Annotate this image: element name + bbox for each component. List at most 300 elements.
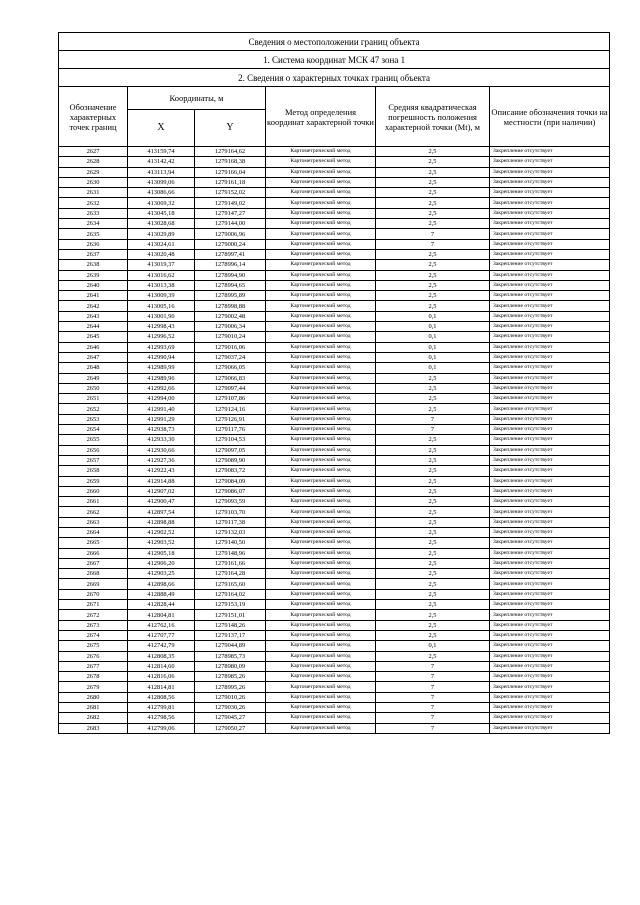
cell-point: 2682	[59, 713, 128, 723]
cell-y: 1278994,65	[195, 280, 266, 290]
cell-x: 413069,32	[128, 198, 195, 208]
table-row	[59, 167, 610, 177]
col-coords-header: Координаты, м	[128, 87, 266, 110]
table-row	[59, 517, 610, 527]
table-row	[59, 579, 610, 589]
table-row	[59, 723, 610, 733]
cell-point: 2633	[59, 208, 128, 218]
cell-y: 1279093,59	[195, 497, 266, 507]
cell-y: 1279010,26	[195, 692, 266, 702]
cell-error: 2,5	[376, 497, 490, 507]
cell-x: 412933,30	[128, 435, 195, 445]
cell-error: 2,5	[376, 610, 490, 620]
cell-y: 1279010,24	[195, 332, 266, 342]
cell-method: Картометрический метод	[266, 322, 376, 332]
cell-error: 7	[376, 703, 490, 713]
cell-y: 1279140,50	[195, 538, 266, 548]
col-error-header: Средняя квадратическая погрешность положения характерной точки (Mt), м	[376, 87, 490, 147]
table-row	[59, 610, 610, 620]
cell-error: 7	[376, 425, 490, 435]
cell-desc: Закрепление отсутствует	[490, 332, 610, 342]
cell-method: Картометрический метод	[266, 466, 376, 476]
table-row	[59, 280, 610, 290]
cell-x: 412902,52	[128, 527, 195, 537]
cell-x: 412888,49	[128, 589, 195, 599]
table-row	[59, 208, 610, 218]
cell-desc: Закрепление отсутствует	[490, 713, 610, 723]
cell-method: Картометрический метод	[266, 260, 376, 270]
cell-desc: Закрепление отсутствует	[490, 672, 610, 682]
cell-point: 2661	[59, 497, 128, 507]
cell-x: 412991,40	[128, 404, 195, 414]
table-row	[59, 600, 610, 610]
cell-method: Картометрический метод	[266, 188, 376, 198]
cell-y: 1279124,16	[195, 404, 266, 414]
cell-error: 2,5	[376, 435, 490, 445]
cell-y: 1279045,27	[195, 713, 266, 723]
cell-x: 413113,94	[128, 167, 195, 177]
cell-error: 0,1	[376, 352, 490, 362]
cell-error: 2,5	[376, 280, 490, 290]
cell-desc: Закрепление отсутствует	[490, 404, 610, 414]
cell-error: 2,5	[376, 301, 490, 311]
cell-method: Картометрический метод	[266, 589, 376, 599]
document-title: Сведения о местоположении границ объекта	[59, 33, 610, 51]
cell-desc: Закрепление отсутствует	[490, 682, 610, 692]
cell-y: 1279168,38	[195, 157, 266, 167]
cell-desc: Закрепление отсутствует	[490, 301, 610, 311]
cell-method: Картометрический метод	[266, 157, 376, 167]
cell-desc: Закрепление отсутствует	[490, 445, 610, 455]
cell-method: Картометрический метод	[266, 352, 376, 362]
cell-method: Картометрический метод	[266, 229, 376, 239]
cell-x: 413019,37	[128, 260, 195, 270]
cell-method: Картометрический метод	[266, 630, 376, 640]
cell-point: 2662	[59, 507, 128, 517]
cell-method: Картометрический метод	[266, 527, 376, 537]
cell-y: 1279050,27	[195, 723, 266, 733]
cell-point: 2658	[59, 466, 128, 476]
cell-x: 412938,73	[128, 425, 195, 435]
cell-error: 2,5	[376, 476, 490, 486]
cell-point: 2672	[59, 610, 128, 620]
cell-y: 1279006,96	[195, 229, 266, 239]
cell-x: 412804,81	[128, 610, 195, 620]
cell-point: 2665	[59, 538, 128, 548]
cell-y: 1278995,89	[195, 291, 266, 301]
cell-method: Картометрический метод	[266, 610, 376, 620]
cell-method: Картометрический метод	[266, 404, 376, 414]
cell-error: 2,5	[376, 177, 490, 187]
table-row	[59, 322, 610, 332]
cell-y: 1279132,03	[195, 527, 266, 537]
cell-error: 7	[376, 661, 490, 671]
cell-desc: Закрепление отсутствует	[490, 641, 610, 651]
cell-point: 2666	[59, 548, 128, 558]
cell-desc: Закрепление отсутствует	[490, 249, 610, 259]
cell-method: Картометрический метод	[266, 394, 376, 404]
cell-point: 2677	[59, 661, 128, 671]
table-row	[59, 425, 610, 435]
cell-x: 412994,00	[128, 394, 195, 404]
table-row	[59, 507, 610, 517]
cell-desc: Закрепление отсутствует	[490, 270, 610, 280]
cell-method: Картометрический метод	[266, 600, 376, 610]
cell-x: 412799,06	[128, 723, 195, 733]
cell-desc: Закрепление отсутствует	[490, 342, 610, 352]
cell-desc: Закрепление отсутствует	[490, 517, 610, 527]
table-row	[59, 147, 610, 157]
cell-error: 2,5	[376, 558, 490, 568]
cell-desc: Закрепление отсутствует	[490, 352, 610, 362]
col-method-header: Метод определения координат характерной точки	[266, 87, 376, 147]
cell-method: Картометрический метод	[266, 661, 376, 671]
cell-y: 1278985,73	[195, 651, 266, 661]
cell-y: 1279107,86	[195, 394, 266, 404]
cell-desc: Закрепление отсутствует	[490, 383, 610, 393]
cell-desc: Закрепление отсутствует	[490, 497, 610, 507]
col-desc-header: Описание обозначения точки на местности (при наличии)	[490, 87, 610, 147]
cell-x: 413159,74	[128, 147, 195, 157]
boundary-points-table	[58, 32, 610, 734]
cell-x: 412998,43	[128, 322, 195, 332]
cell-x: 412898,88	[128, 517, 195, 527]
cell-error: 2,5	[376, 569, 490, 579]
cell-x: 413013,38	[128, 280, 195, 290]
table-row	[59, 620, 610, 630]
cell-error: 2,5	[376, 249, 490, 259]
cell-x: 413099,06	[128, 177, 195, 187]
cell-method: Картометрический метод	[266, 167, 376, 177]
cell-x: 413020,48	[128, 249, 195, 259]
cell-x: 412814,81	[128, 682, 195, 692]
cell-point: 2659	[59, 476, 128, 486]
cell-x: 413045,18	[128, 208, 195, 218]
cell-point: 2670	[59, 589, 128, 599]
cell-point: 2664	[59, 527, 128, 537]
cell-method: Картометрический метод	[266, 703, 376, 713]
document-page	[58, 32, 609, 734]
cell-x: 413028,68	[128, 219, 195, 229]
cell-point: 2655	[59, 435, 128, 445]
cell-desc: Закрепление отсутствует	[490, 558, 610, 568]
coordinate-system: 1. Система координат МСК 47 зона 1	[59, 51, 610, 69]
table-row	[59, 692, 610, 702]
cell-method: Картометрический метод	[266, 723, 376, 733]
cell-method: Картометрический метод	[266, 579, 376, 589]
cell-desc: Закрепление отсутствует	[490, 280, 610, 290]
cell-point: 2668	[59, 569, 128, 579]
cell-y: 1279148,96	[195, 548, 266, 558]
cell-method: Картометрический метод	[266, 682, 376, 692]
cell-x: 412762,16	[128, 620, 195, 630]
cell-point: 2631	[59, 188, 128, 198]
cell-y: 1279037,24	[195, 352, 266, 362]
cell-y: 1279066,05	[195, 363, 266, 373]
cell-desc: Закрепление отсутствует	[490, 208, 610, 218]
cell-method: Картометрический метод	[266, 692, 376, 702]
cell-desc: Закрепление отсутствует	[490, 188, 610, 198]
cell-point: 2639	[59, 270, 128, 280]
cell-error: 0,1	[376, 342, 490, 352]
cell-desc: Закрепление отсутствует	[490, 260, 610, 270]
cell-x: 412798,56	[128, 713, 195, 723]
cell-error: 7	[376, 239, 490, 249]
cell-point: 2629	[59, 167, 128, 177]
cell-y: 1279137,17	[195, 630, 266, 640]
table-row	[59, 342, 610, 352]
table-row	[59, 548, 610, 558]
cell-method: Картометрический метод	[266, 311, 376, 321]
cell-y: 1279097,05	[195, 445, 266, 455]
cell-x: 412990,94	[128, 352, 195, 362]
cell-y: 1278985,26	[195, 672, 266, 682]
table-row	[59, 445, 610, 455]
cell-error: 0,1	[376, 641, 490, 651]
cell-x: 412996,52	[128, 332, 195, 342]
cell-error: 7	[376, 692, 490, 702]
table-row	[59, 157, 610, 167]
cell-y: 1279164,02	[195, 589, 266, 599]
cell-method: Картометрический метод	[266, 291, 376, 301]
table-row	[59, 486, 610, 496]
cell-method: Картометрический метод	[266, 383, 376, 393]
cell-point: 2675	[59, 641, 128, 651]
cell-error: 0,1	[376, 332, 490, 342]
cell-error: 2,5	[376, 291, 490, 301]
cell-error: 2,5	[376, 188, 490, 198]
cell-y: 1279149,02	[195, 198, 266, 208]
cell-desc: Закрепление отсутствует	[490, 661, 610, 671]
cell-point: 2634	[59, 219, 128, 229]
cell-error: 2,5	[376, 579, 490, 589]
cell-error: 2,5	[376, 517, 490, 527]
cell-method: Картометрический метод	[266, 548, 376, 558]
cell-error: 2,5	[376, 466, 490, 476]
table-row	[59, 239, 610, 249]
cell-error: 0,1	[376, 363, 490, 373]
cell-y: 1279161,66	[195, 558, 266, 568]
cell-point: 2638	[59, 260, 128, 270]
cell-x: 412930,66	[128, 445, 195, 455]
cell-method: Картометрический метод	[266, 517, 376, 527]
cell-point: 2644	[59, 322, 128, 332]
cell-x: 412989,99	[128, 363, 195, 373]
cell-error: 7	[376, 713, 490, 723]
cell-desc: Закрепление отсутствует	[490, 147, 610, 157]
cell-error: 2,5	[376, 527, 490, 537]
cell-method: Картометрический метод	[266, 641, 376, 651]
cell-error: 2,5	[376, 589, 490, 599]
table-row	[59, 538, 610, 548]
cell-error: 7	[376, 723, 490, 733]
cell-x: 413016,62	[128, 270, 195, 280]
table-row	[59, 332, 610, 342]
cell-desc: Закрепление отсутствует	[490, 703, 610, 713]
table-row	[59, 661, 610, 671]
cell-x: 412799,81	[128, 703, 195, 713]
cell-point: 2680	[59, 692, 128, 702]
cell-x: 412828,44	[128, 600, 195, 610]
cell-x: 412927,36	[128, 455, 195, 465]
cell-error: 2,5	[376, 147, 490, 157]
cell-error: 2,5	[376, 620, 490, 630]
cell-desc: Закрепление отсутствует	[490, 167, 610, 177]
cell-method: Картометрический метод	[266, 620, 376, 630]
table-row	[59, 270, 610, 280]
cell-error: 2,5	[376, 600, 490, 610]
cell-error: 7	[376, 672, 490, 682]
table-row	[59, 558, 610, 568]
table-row	[59, 311, 610, 321]
table-row	[59, 497, 610, 507]
cell-method: Картометрический метод	[266, 147, 376, 157]
cell-error: 2,5	[376, 548, 490, 558]
cell-desc: Закрепление отсутствует	[490, 435, 610, 445]
cell-x: 412906,20	[128, 558, 195, 568]
table-row	[59, 177, 610, 187]
cell-desc: Закрепление отсутствует	[490, 620, 610, 630]
table-row	[59, 703, 610, 713]
cell-desc: Закрепление отсутствует	[490, 311, 610, 321]
cell-method: Картометрический метод	[266, 713, 376, 723]
cell-y: 1279002,48	[195, 311, 266, 321]
cell-point: 2654	[59, 425, 128, 435]
cell-y: 1279000,24	[195, 239, 266, 249]
cell-y: 1279030,26	[195, 703, 266, 713]
cell-point: 2681	[59, 703, 128, 713]
cell-desc: Закрепление отсутствует	[490, 569, 610, 579]
cell-method: Картометрический метод	[266, 363, 376, 373]
cell-point: 2678	[59, 672, 128, 682]
cell-point: 2636	[59, 239, 128, 249]
cell-y: 1278997,41	[195, 249, 266, 259]
cell-y: 1279126,91	[195, 414, 266, 424]
cell-error: 2,5	[376, 394, 490, 404]
cell-point: 2632	[59, 198, 128, 208]
cell-x: 412991,29	[128, 414, 195, 424]
cell-desc: Закрепление отсутствует	[490, 157, 610, 167]
cell-x: 412914,88	[128, 476, 195, 486]
cell-method: Картометрический метод	[266, 497, 376, 507]
cell-method: Картометрический метод	[266, 425, 376, 435]
cell-y: 1279164,62	[195, 147, 266, 157]
cell-error: 2,5	[376, 651, 490, 661]
cell-method: Картометрический метод	[266, 672, 376, 682]
cell-y: 1278995,26	[195, 682, 266, 692]
cell-x: 412814,60	[128, 661, 195, 671]
cell-x: 412903,25	[128, 569, 195, 579]
cell-error: 2,5	[376, 157, 490, 167]
cell-method: Картометрический метод	[266, 414, 376, 424]
cell-y: 1279066,83	[195, 373, 266, 383]
table-row	[59, 249, 610, 259]
table-row	[59, 373, 610, 383]
cell-y: 1278998,88	[195, 301, 266, 311]
cell-point: 2640	[59, 280, 128, 290]
cell-error: 0,1	[376, 311, 490, 321]
cell-y: 1279016,06	[195, 342, 266, 352]
cell-x: 413005,16	[128, 301, 195, 311]
cell-method: Картометрический метод	[266, 219, 376, 229]
cell-x: 412897,54	[128, 507, 195, 517]
table-row	[59, 394, 610, 404]
cell-method: Картометрический метод	[266, 486, 376, 496]
cell-x: 413009,39	[128, 291, 195, 301]
cell-error: 7	[376, 682, 490, 692]
cell-point: 2674	[59, 630, 128, 640]
cell-y: 1279148,26	[195, 620, 266, 630]
cell-point: 2630	[59, 177, 128, 187]
cell-x: 412905,18	[128, 548, 195, 558]
cell-point: 2679	[59, 682, 128, 692]
cell-y: 1279117,76	[195, 425, 266, 435]
cell-point: 2671	[59, 600, 128, 610]
cell-error: 2,5	[376, 455, 490, 465]
cell-error: 2,5	[376, 270, 490, 280]
cell-desc: Закрепление отсутствует	[490, 363, 610, 373]
table-row	[59, 435, 610, 445]
table-row	[59, 455, 610, 465]
cell-desc: Закрепление отсутствует	[490, 322, 610, 332]
cell-desc: Закрепление отсутствует	[490, 507, 610, 517]
cell-error: 2,5	[376, 404, 490, 414]
cell-x: 412989,96	[128, 373, 195, 383]
cell-desc: Закрепление отсутствует	[490, 589, 610, 599]
cell-method: Картометрический метод	[266, 280, 376, 290]
cell-x: 413142,42	[128, 157, 195, 167]
cell-error: 2,5	[376, 538, 490, 548]
table-row	[59, 476, 610, 486]
cell-method: Картометрический метод	[266, 373, 376, 383]
table-row	[59, 651, 610, 661]
cell-x: 412898,66	[128, 579, 195, 589]
cell-method: Картометрический метод	[266, 249, 376, 259]
cell-point: 2628	[59, 157, 128, 167]
cell-point: 2637	[59, 249, 128, 259]
cell-y: 1279147,27	[195, 208, 266, 218]
cell-desc: Закрепление отсутствует	[490, 466, 610, 476]
cell-point: 2673	[59, 620, 128, 630]
cell-y: 1279151,01	[195, 610, 266, 620]
cell-desc: Закрепление отсутствует	[490, 548, 610, 558]
cell-desc: Закрепление отсутствует	[490, 630, 610, 640]
cell-y: 1279006,34	[195, 322, 266, 332]
cell-error: 2,5	[376, 260, 490, 270]
col-x-header: X	[128, 110, 195, 147]
cell-y: 1279083,72	[195, 466, 266, 476]
cell-x: 412900,47	[128, 497, 195, 507]
cell-desc: Закрепление отсутствует	[490, 373, 610, 383]
table-row	[59, 414, 610, 424]
cell-x: 412992,66	[128, 383, 195, 393]
cell-desc: Закрепление отсутствует	[490, 538, 610, 548]
table-row	[59, 404, 610, 414]
cell-y: 1279086,07	[195, 486, 266, 496]
cell-point: 2667	[59, 558, 128, 568]
cell-point: 2676	[59, 651, 128, 661]
cell-point: 2656	[59, 445, 128, 455]
cell-x: 412922,43	[128, 466, 195, 476]
cell-x: 412903,52	[128, 538, 195, 548]
cell-error: 2,5	[376, 383, 490, 393]
table-row	[59, 219, 610, 229]
cell-y: 1279164,28	[195, 569, 266, 579]
cell-point: 2647	[59, 352, 128, 362]
cell-desc: Закрепление отсутствует	[490, 600, 610, 610]
cell-method: Картометрический метод	[266, 270, 376, 280]
cell-x: 412993,69	[128, 342, 195, 352]
